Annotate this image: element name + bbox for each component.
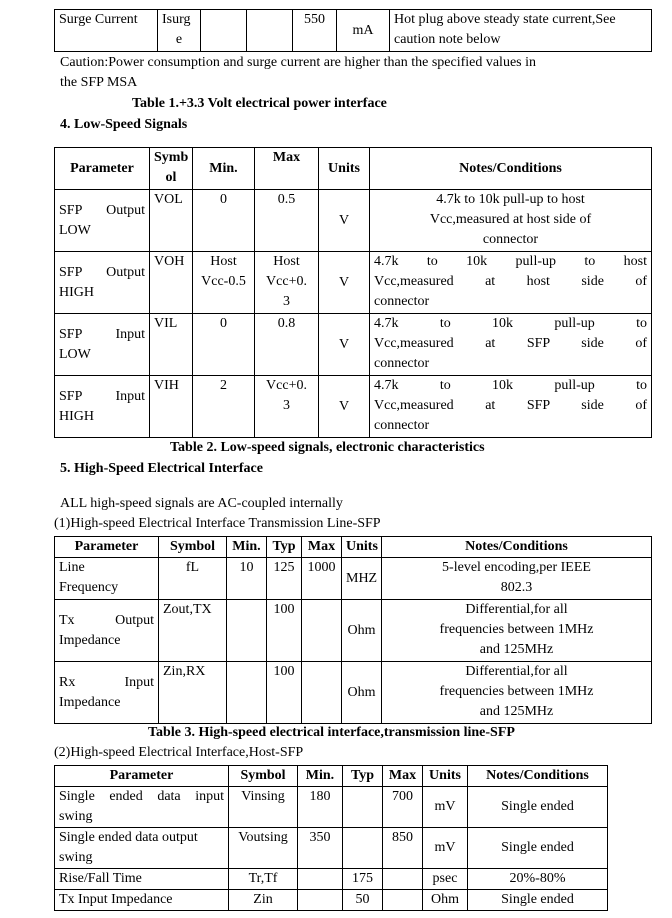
symbol-cell: Zin,RX	[159, 662, 227, 724]
param-word: Output	[115, 612, 154, 628]
low-speed-signals-table	[54, 147, 652, 438]
max-cell	[383, 890, 423, 911]
header-units: Units	[342, 537, 382, 558]
max-cell	[255, 252, 319, 314]
caution-text-line1: Caution:Power consumption and surge current are higher than the specified values in	[60, 55, 536, 70]
max-cell	[383, 869, 423, 890]
header-min: Min.	[227, 537, 267, 558]
param-line1	[59, 673, 154, 693]
notes-line: connector	[374, 418, 430, 433]
min-cell	[227, 662, 267, 724]
notes-line: 802.3	[500, 580, 533, 595]
param-line2: Impedance	[59, 694, 121, 710]
typ-cell: 100	[267, 600, 302, 662]
notes-line: 5-level encoding,per IEEE	[442, 560, 591, 575]
units-cell: mV	[423, 828, 468, 869]
header-parameter: Parameter	[55, 148, 150, 190]
cell-text: Isurg	[162, 12, 191, 27]
table-row	[55, 376, 652, 438]
units-cell: V	[319, 376, 370, 438]
units-cell: V	[319, 252, 370, 314]
parameter-cell	[55, 10, 158, 52]
header-parameter: Parameter	[55, 537, 159, 558]
header-max: Max	[383, 766, 423, 787]
notes-cell: 20%-80%	[468, 869, 608, 890]
parameter-cell	[55, 828, 229, 869]
cell-line: Vcc+0.	[266, 378, 307, 393]
notes-cell	[370, 252, 652, 314]
notes-line: Vcc,measured at host side of	[429, 212, 592, 227]
units-cell: Ohm	[423, 890, 468, 911]
notes-line: and 125MHz	[479, 704, 554, 719]
units-cell: Ohm	[342, 600, 382, 662]
symbol-cell: VOL	[150, 190, 193, 252]
notes-cell	[382, 600, 652, 662]
min-cell	[201, 10, 247, 52]
parameter-cell	[55, 558, 159, 600]
parameter-cell	[55, 376, 150, 438]
param-line2: LOW	[59, 346, 91, 362]
header-symbol: Symbol	[159, 537, 227, 558]
subsection2-heading: (2)High-speed Electrical Interface,Host-SFP	[54, 745, 304, 760]
param-word: Output	[106, 202, 145, 218]
header-max: Max	[255, 148, 319, 190]
table-row	[55, 190, 652, 252]
typ-cell	[343, 787, 383, 828]
notes-line: 4.7k to 10k pull-up to host	[436, 192, 585, 207]
typ-cell	[247, 10, 293, 52]
symbol-cell: VIL	[150, 314, 193, 376]
notes-cell	[370, 376, 652, 438]
typ-cell: 175	[343, 869, 383, 890]
header-units: Units	[423, 766, 468, 787]
param-line1	[59, 263, 145, 283]
notes-cell: Single ended	[468, 828, 608, 869]
param-word: SFP	[59, 388, 83, 404]
min-cell	[193, 252, 255, 314]
param-word: Output	[106, 264, 145, 280]
table-row	[55, 890, 608, 911]
min-cell: 180	[298, 787, 343, 828]
notes-cell: Single ended	[468, 890, 608, 911]
symbol-cell: Vinsing	[229, 787, 298, 828]
min-cell: 2	[193, 376, 255, 438]
table-row	[55, 314, 652, 376]
notes-line: 4.7k to 10k pull-up to	[374, 316, 647, 331]
table1-caption: Table 1.+3.3 Volt electrical power interface	[132, 96, 387, 111]
section5-heading: 5. High-Speed Electrical Interface	[60, 461, 263, 476]
cell-line: 3	[283, 294, 290, 309]
notes-line: 4.7k to 10k pull-up to host	[374, 254, 647, 269]
table-row	[55, 869, 608, 890]
typ-cell: 100	[267, 662, 302, 724]
notes-line: and 125MHz	[479, 642, 554, 657]
parameter-cell	[55, 190, 150, 252]
parameter-cell: Rise/Fall Time	[55, 869, 229, 890]
max-cell	[255, 376, 319, 438]
host-sfp-table	[54, 765, 608, 911]
max-cell: 0.8	[255, 314, 319, 376]
ac-coupled-text: ALL high-speed signals are AC-coupled internally	[60, 496, 343, 511]
notes-line: Differential,for all	[465, 664, 568, 679]
notes-line: Vcc,measured at SFP side of	[374, 398, 647, 413]
notes-cell	[382, 662, 652, 724]
symbol-cell: fL	[159, 558, 227, 600]
notes-line: Vcc,measured at host side of	[374, 274, 647, 289]
max-cell: 700	[383, 787, 423, 828]
symbol-cell: Zin	[229, 890, 298, 911]
header-notes: Notes/Conditions	[468, 766, 608, 787]
cell-line: Host	[273, 254, 300, 269]
max-cell: 1000	[302, 558, 342, 600]
notes-cell	[382, 558, 652, 600]
cell-text: e	[175, 32, 183, 47]
param-word: Input	[124, 674, 154, 690]
parameter-cell	[55, 314, 150, 376]
notes-line: 4.7k to 10k pull-up to	[374, 378, 647, 393]
parameter-cell	[55, 600, 159, 662]
transmission-line-table	[54, 536, 652, 724]
header-units: Units	[319, 148, 370, 190]
notes-cell: Hot plug above steady state current,See caution note below	[390, 10, 652, 52]
cell-line: 3	[283, 398, 290, 413]
symbol-cell: VIH	[150, 376, 193, 438]
units-cell: mA	[337, 10, 390, 52]
header-symbol-line1: Symb	[154, 150, 189, 165]
power-interface-table-fragment	[54, 9, 652, 52]
param-line1	[59, 325, 145, 345]
param-word: SFP	[59, 264, 83, 280]
min-cell	[298, 890, 343, 911]
caution-text-line2: the SFP MSA	[60, 75, 138, 90]
table-row	[55, 787, 608, 828]
header-notes: Notes/Conditions	[370, 148, 652, 190]
units-cell: Ohm	[342, 662, 382, 724]
max-cell: 550	[293, 10, 337, 52]
notes-cell: Single ended	[468, 787, 608, 828]
cell-line: Vcc-0.5	[201, 274, 246, 289]
param-line: Frequency	[59, 580, 119, 595]
param-line2: HIGH	[59, 284, 94, 300]
max-cell: 850	[383, 828, 423, 869]
param-word: Input	[115, 326, 145, 342]
table-row	[55, 828, 608, 869]
min-cell: 10	[227, 558, 267, 600]
param-line2: LOW	[59, 222, 91, 238]
typ-cell	[343, 828, 383, 869]
symbol-cell: Voutsing	[229, 828, 298, 869]
notes-line: frequencies between 1MHz	[439, 684, 594, 699]
param-line: Line	[59, 560, 85, 575]
units-cell: V	[319, 314, 370, 376]
max-cell: 0.5	[255, 190, 319, 252]
units-cell: V	[319, 190, 370, 252]
header-min: Min.	[193, 148, 255, 190]
header-parameter: Parameter	[55, 766, 229, 787]
section4-heading: 4. Low-Speed Signals	[60, 117, 188, 132]
param-line2: Impedance	[59, 632, 121, 648]
table-row	[55, 10, 652, 52]
param-line1	[59, 387, 145, 407]
units-cell: psec	[423, 869, 468, 890]
units-cell: mV	[423, 787, 468, 828]
header-symbol	[150, 148, 193, 190]
parameter-cell	[55, 787, 229, 828]
cell-line: Host	[210, 254, 237, 269]
cell-text: Surge Current	[59, 12, 138, 27]
header-symbol: Symbol	[229, 766, 298, 787]
notes-line: connector	[374, 356, 430, 371]
header-symbol-line2: ol	[165, 170, 177, 185]
units-cell: MHZ	[342, 558, 382, 600]
param-line2: HIGH	[59, 408, 94, 424]
param-line: swing	[59, 809, 93, 824]
symbol-cell: Zout,TX	[159, 600, 227, 662]
table2-caption: Table 2. Low-speed signals, electronic characteristics	[170, 440, 485, 455]
notes-cell	[370, 314, 652, 376]
notes-line: connector	[482, 232, 539, 247]
param-line: Single ended data input	[59, 789, 224, 804]
header-typ: Typ	[343, 766, 383, 787]
header-typ: Typ	[267, 537, 302, 558]
max-cell	[302, 600, 342, 662]
param-line1	[59, 201, 145, 221]
subsection1-heading: (1)High-speed Electrical Interface Transmission Line-SFP	[54, 516, 381, 531]
min-cell	[298, 869, 343, 890]
symbol-cell: Tr,Tf	[229, 869, 298, 890]
header-min: Min.	[298, 766, 343, 787]
parameter-cell: Tx Input Impedance	[55, 890, 229, 911]
param-line: swing	[59, 850, 93, 865]
min-cell: 350	[298, 828, 343, 869]
table-header-row	[55, 766, 608, 787]
parameter-cell	[55, 252, 150, 314]
param-line: Single ended data output	[59, 830, 198, 845]
param-word: SFP	[59, 326, 83, 342]
notes-line: connector	[374, 294, 430, 309]
table-header-row	[55, 537, 652, 558]
symbol-cell	[158, 10, 201, 52]
param-word: Input	[115, 388, 145, 404]
param-line1	[59, 611, 154, 631]
param-word: SFP	[59, 202, 83, 218]
header-max: Max	[302, 537, 342, 558]
min-cell: 0	[193, 190, 255, 252]
param-word: Tx	[59, 612, 75, 628]
typ-cell: 125	[267, 558, 302, 600]
notes-line: Vcc,measured at SFP side of	[374, 336, 647, 351]
table3-caption: Table 3. High-speed electrical interface,transmission line-SFP	[148, 725, 515, 740]
param-word: Rx	[59, 674, 76, 690]
header-notes: Notes/Conditions	[382, 537, 652, 558]
typ-cell: 50	[343, 890, 383, 911]
min-cell	[227, 600, 267, 662]
parameter-cell	[55, 662, 159, 724]
table-row	[55, 252, 652, 314]
notes-cell	[370, 190, 652, 252]
notes-line: Differential,for all	[465, 602, 568, 617]
table-row	[55, 662, 652, 724]
table-row	[55, 558, 652, 600]
table-row	[55, 600, 652, 662]
table-header-row	[55, 148, 652, 190]
notes-line: frequencies between 1MHz	[439, 622, 594, 637]
symbol-cell: VOH	[150, 252, 193, 314]
min-cell: 0	[193, 314, 255, 376]
cell-line: Vcc+0.	[266, 274, 307, 289]
max-cell	[302, 662, 342, 724]
